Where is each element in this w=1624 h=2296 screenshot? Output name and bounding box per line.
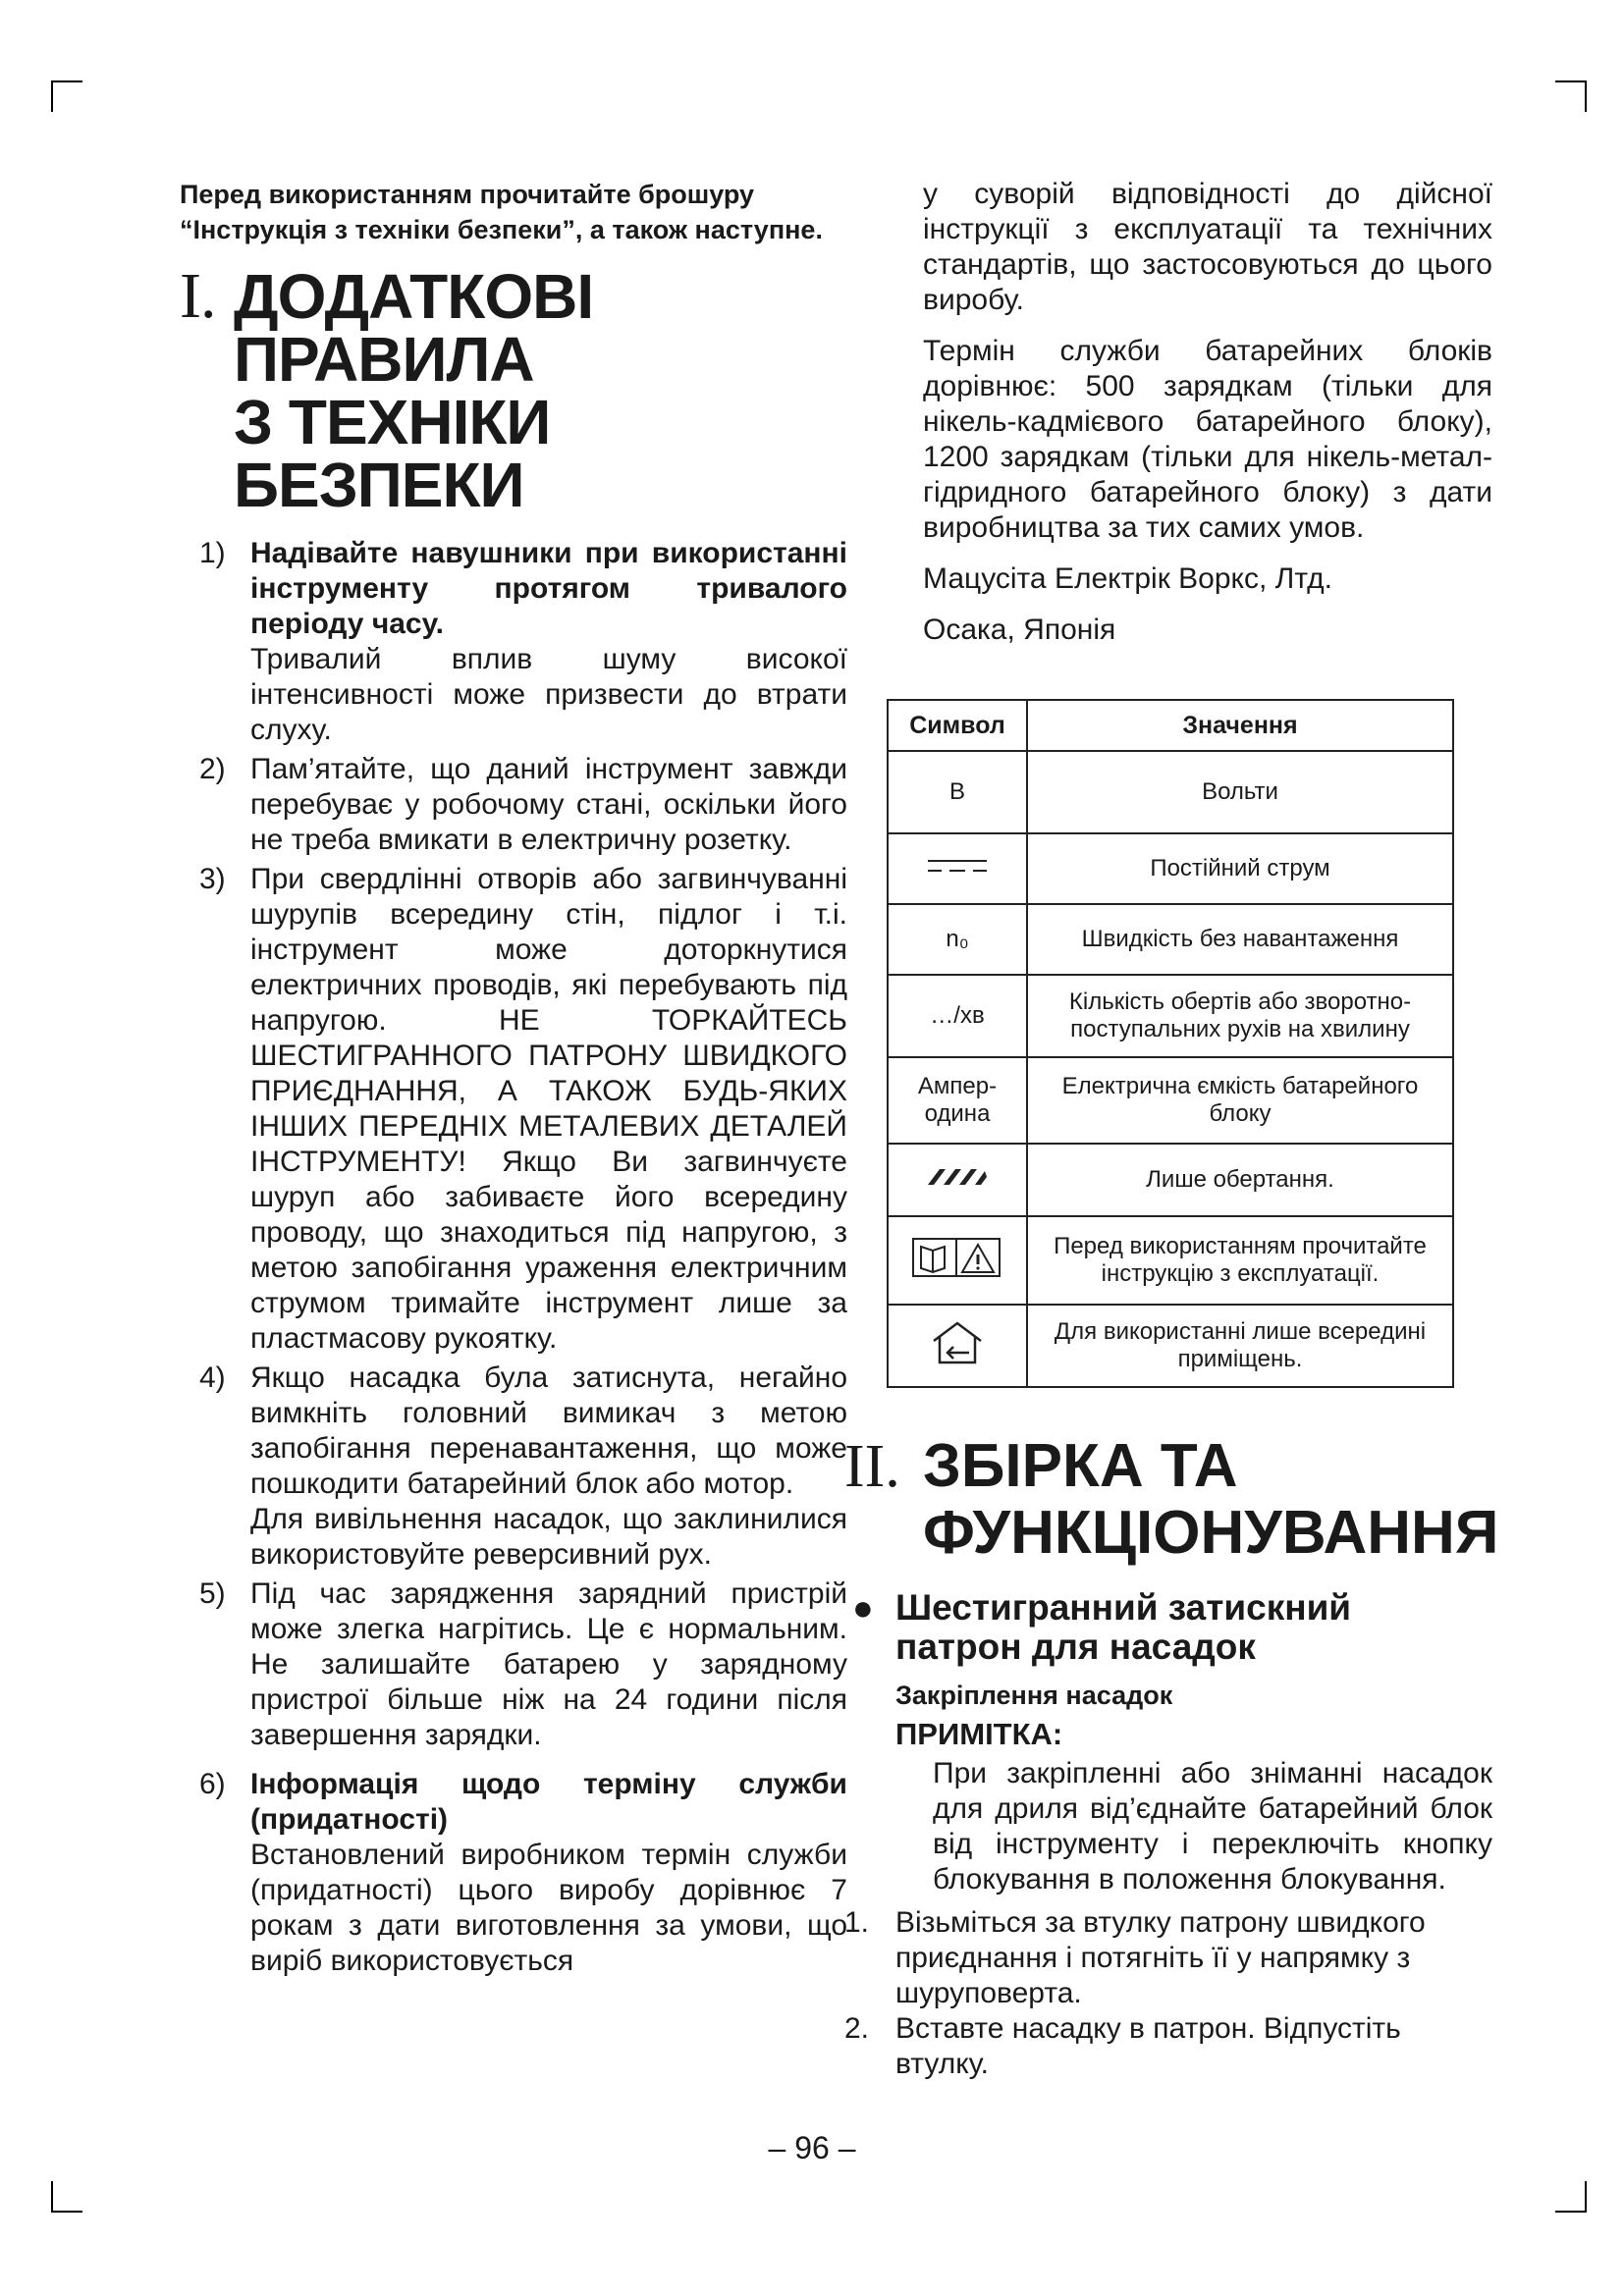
symbol-table-header [888, 700, 1453, 751]
section1-roman: I. [180, 260, 216, 332]
company-city: Осака, Японія [923, 614, 1116, 646]
step-number: 1. [844, 1906, 870, 1939]
intro-line-2: “Інструкція з техніки безпеки”, а також наступне. [180, 215, 823, 244]
table-row [888, 975, 1453, 1057]
meaning: Вольти [1027, 751, 1453, 833]
table-row [888, 751, 1453, 833]
bullet-title: Шестигранний затискний патрон для насадок [895, 1587, 1352, 1667]
table-row [888, 1305, 1453, 1387]
section2-title-line1: ЗБІРКА ТА [923, 1432, 1238, 1500]
left-column [180, 177, 847, 1983]
meaning: Швидкість без навантаження [1027, 904, 1453, 975]
rule-text: Якщо насадка була затиснута, негайно вимкніть головний вимикач з метою запобігання перенавантаження, що може пошкодити батарейний блок або мотор. [250, 1362, 847, 1500]
read-manual-icon [911, 1235, 1003, 1280]
meaning: Перед використанням прочитайте інструкцію з експлуатації. [1027, 1216, 1453, 1305]
symbol-no-load: n₀ [888, 904, 1027, 975]
section2-title-line2: ФУНКЦІОНУВАННЯ [923, 1499, 1499, 1567]
crop-mark-top-right [1555, 80, 1587, 112]
rule-text-2: Для вивільнення насадок, що заклинилися використовуйте реверсивний рух. [250, 1503, 847, 1571]
rule-item-2 [180, 752, 847, 858]
company-name: Мацусіта Електрік Воркс, Лтд. [923, 562, 1332, 595]
rule-item-1 [180, 536, 847, 748]
indoor-use-icon [928, 1319, 987, 1366]
section2-heading [844, 1433, 1532, 1567]
rule-number: 3) [199, 863, 226, 895]
direct-current-icon [926, 856, 989, 876]
section1-title-line1: ДОДАТКОВІ ПРАВИЛА [234, 261, 594, 395]
rule-number: 2) [199, 753, 226, 785]
crop-mark-bottom-left [51, 2181, 82, 2213]
meaning: Лише обертання. [1027, 1144, 1453, 1216]
rule-number: 5) [199, 1577, 226, 1610]
meaning: Постійний струм [1027, 833, 1453, 904]
right-paragraph-1: у суворій відповідності до дійсної інструкції з експлуатації та технічних стандартів, що застосовуються до цього виробу. [923, 178, 1492, 316]
right-column [844, 177, 1492, 664]
rule-item-6 [180, 1767, 847, 1979]
subheading: Закріплення насадок [895, 1681, 1173, 1710]
rule-number: 1) [199, 537, 226, 569]
rule-item-4 [180, 1361, 847, 1573]
rule-bold: Інформація щодо терміну служби (придатності) [250, 1768, 847, 1836]
meaning: Для використанні лише всередині приміщень. [1027, 1305, 1453, 1387]
table-row [888, 1144, 1453, 1216]
rule-text: Тривалий вплив шуму високої інтенсивності може призвести до втрати слуху. [250, 643, 847, 746]
step-text: Вставте насадку в патрон. Відпустіть втулку. [895, 2012, 1401, 2080]
rule-bold: Надівайте навушники при використанні інструменту протягом тривалого періоду часу. [250, 537, 847, 640]
page-number: – 96 – [768, 2130, 856, 2165]
table-row [888, 1216, 1453, 1305]
rule-number: 6) [199, 1768, 226, 1800]
meaning: Електрична ємкість батарейного блоку [1027, 1057, 1453, 1144]
rule-text: Пам’ятайте, що даний інструмент завжди перебуває у робочому стані, оскільки його не треба вмикати в електричну розетку. [250, 753, 847, 856]
step-1 [844, 1905, 1532, 2011]
section2 [844, 1433, 1532, 2082]
rule-item-5 [180, 1576, 847, 1753]
meaning: Кількість обертів або зворотно-поступальних рухів на хвилину [1027, 975, 1453, 1057]
bullet-heading [844, 1588, 1532, 1667]
step-2 [844, 2011, 1532, 2082]
header-meaning: Значення [1027, 700, 1453, 751]
right-paragraph-2: Термін служби батарейних блоків дорівнює: 500 зарядкам (тільки для нікель-кадмієвого батарейного блоку), 1200 зарядкам (тільки для нікель-метал-гідридного батарейного блоку) з дати виробництва за тих самих умов. [923, 335, 1492, 544]
symbol-amp-hour: Ампер-одина [888, 1057, 1027, 1144]
step-number: 2. [844, 2012, 870, 2045]
header-symbol: Символ [888, 700, 1027, 751]
crop-mark-bottom-right [1555, 2181, 1587, 2213]
intro-line-1: Перед використанням прочитайте брошуру [180, 180, 755, 209]
symbol-table [887, 699, 1454, 1388]
section2-roman: II. [844, 1433, 900, 1500]
crop-mark-top-left [51, 80, 82, 112]
section1-heading [180, 260, 847, 520]
rotation-only-icon [926, 1165, 989, 1189]
section1-title-line2: З ТЕХНІКИ БЕЗПЕКИ [234, 387, 551, 520]
symbol-per-minute: …/хв [888, 975, 1027, 1057]
rule-text: При свердлінні отворів або загвинчуванні шурупів всередину стін, підлог і т.і. інструмент може доторкнутися електричних проводів, які перебувають під напругою. НЕ ТОРКАЙТЕСЬ ШЕСТИГРАННОГО ПАТРОНУ ШВИДКОГО ПРИЄДНАННЯ, А ТАКОЖ БУДЬ-ЯКИХ ІНШИХ ПЕРЕДНІХ МЕТАЛЕВИХ ДЕТАЛЕЙ ІНСТРУМЕНТУ! Якщо Ви загвинчуєте шуруп або забиваєте його всередину проводу, що знаходиться під напругою, з метою запобігання ураження електричним струмом тримайте інструмент лише за пластмасову рукоятку. [250, 863, 847, 1355]
step-text: Візьміться за втулку патрону швидкого приєднання і потягніть її у напрямку з шуруповерта. [895, 1906, 1426, 2009]
rule-text: Під час зарядження зарядний пристрій може злегка нагрітись. Це є нормальним. Не залишайте батарею у зарядному пристрої більше ніж на 24 години після завершення зарядки. [250, 1577, 847, 1751]
rule-number: 4) [199, 1362, 226, 1394]
table-row [888, 1057, 1453, 1144]
rule-text: Встановлений виробником термін служби (придатності) цього виробу дорівнює 7 рокам з дати виготовлення за умови, що виріб використовується [250, 1839, 847, 1977]
table-row [888, 904, 1453, 975]
bullet-icon: ● [852, 1587, 874, 1628]
rule-item-3 [180, 862, 847, 1357]
symbol-volt: В [888, 751, 1027, 833]
note-text: При закріпленні або зніманні насадок для дриля від’єднайте батарейний блок від інструменту і переключіть кнопку блокування в положення блокування. [933, 1757, 1492, 1896]
note-label: ПРИМІТКА: [895, 1717, 1063, 1751]
table-row [888, 833, 1453, 904]
